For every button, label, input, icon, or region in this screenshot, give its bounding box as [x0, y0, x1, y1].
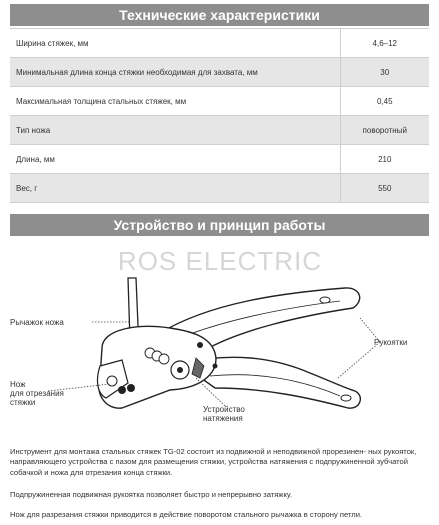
- spec-value: 4,6–12: [340, 29, 429, 58]
- spec-label: Тип ножа: [10, 116, 340, 145]
- table-row: [10, 145, 429, 174]
- callout-tension-device: Устройство натяжения: [203, 405, 245, 424]
- callout-handles: Рукоятки: [374, 338, 408, 347]
- brand-watermark: ROS ELECTRIC: [117, 246, 323, 276]
- table-row: [10, 116, 429, 145]
- callout-knife-lever: Рычажок ножа: [10, 318, 64, 327]
- spec-label: Ширина стяжек, мм: [10, 29, 340, 58]
- specs-title: Технические характеристики: [10, 4, 429, 26]
- spec-value: 0,45: [340, 87, 429, 116]
- spec-label: Вес, г: [10, 174, 340, 203]
- spec-label: Минимальная длина конца стяжки необходимая для захвата, мм: [10, 58, 340, 87]
- callout-knife: Нож для отрезания стяжки: [10, 380, 64, 408]
- table-row: [10, 174, 429, 203]
- description-paragraph: Подпружиненная подвижная рукоятка позволяет быстро и непрерывно затяжку.: [10, 490, 293, 499]
- spec-label: Длина, мм: [10, 145, 340, 174]
- description-paragraph: Инструмент для монтажа стальных стяжек TG-02 состоит из подвижной и неподвижной прорезинен- ных рукояток, направляющего устройства с пазом для размещения стяжки, устройства натяжения с подпружиненной зубчатой собачкой и ножа для отрезания конца стяжки.: [10, 447, 417, 477]
- table-row: [10, 87, 429, 116]
- device-title: Устройство и принцип работы: [10, 214, 429, 236]
- rivet-icon: [197, 342, 203, 348]
- spec-value: 30: [340, 58, 429, 87]
- table-row: [10, 29, 429, 58]
- spec-value: 210: [340, 145, 429, 174]
- description-paragraph: Нож для разрезания стяжки приводится в действие поворотом стального рычажка в сторону петли.: [10, 510, 363, 519]
- table-row: [10, 58, 429, 87]
- spec-value: 550: [340, 174, 429, 203]
- spec-value: поворотный: [340, 116, 429, 145]
- rivet-icon: [213, 364, 218, 369]
- handle-hole-icon: [320, 297, 330, 303]
- specs-table: [10, 28, 429, 203]
- spec-label: Максимальная толщина стальных стяжек, мм: [10, 87, 340, 116]
- handle-hole-icon: [341, 395, 351, 401]
